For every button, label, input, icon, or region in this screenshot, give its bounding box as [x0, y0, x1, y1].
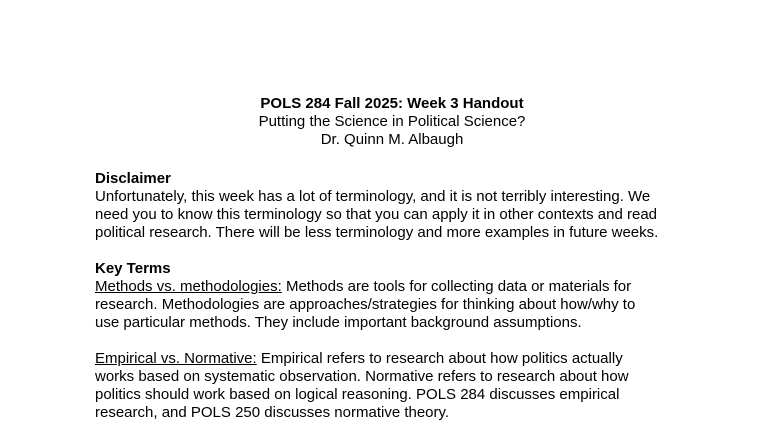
methods-definition-start: Methods are tools for collecting data or materials for	[281, 278, 632, 295]
empirical-line-4: research, and POLS 250 discusses normative theory.	[95, 404, 450, 421]
handout-header	[0, 95, 784, 149]
empirical-line-3: politics should work based on logical reasoning. POLS 284 discusses empirical	[95, 386, 620, 403]
empirical-line-2: works based on systematic observation. Normative refers to research about how	[95, 368, 629, 385]
empirical-term: Empirical vs. Normative:	[95, 350, 257, 367]
methods-line-1	[95, 278, 715, 296]
methods-term: Methods vs. methodologies:	[95, 278, 282, 295]
empirical-definition-start: Empirical refers to research about how politics actually	[256, 350, 623, 367]
empirical-normative-entry	[95, 350, 715, 422]
methods-line-2: research. Methodologies are approaches/strategies for thinking about how/why to	[95, 296, 636, 313]
disclaimer-section	[95, 170, 715, 242]
handout-subtitle: Putting the Science in Political Science?	[258, 113, 526, 130]
methods-line-3: use particular methods. They include important background assumptions.	[95, 314, 582, 331]
handout-title: POLS 284 Fall 2025: Week 3 Handout	[260, 95, 524, 112]
empirical-line-1	[95, 350, 715, 368]
disclaimer-heading: Disclaimer	[95, 170, 171, 187]
disclaimer-line-1: Unfortunately, this week has a lot of terminology, and it is not terribly interesting. We	[95, 188, 651, 205]
disclaimer-line-2: need you to know this terminology so that you can apply it in other contexts and read	[95, 206, 658, 223]
disclaimer-line-3: political research. There will be less terminology and more examples in future weeks.	[95, 224, 659, 241]
handout-author: Dr. Quinn M. Albaugh	[320, 131, 464, 148]
key-terms-heading: Key Terms	[95, 260, 171, 277]
key-terms-section	[95, 260, 715, 332]
